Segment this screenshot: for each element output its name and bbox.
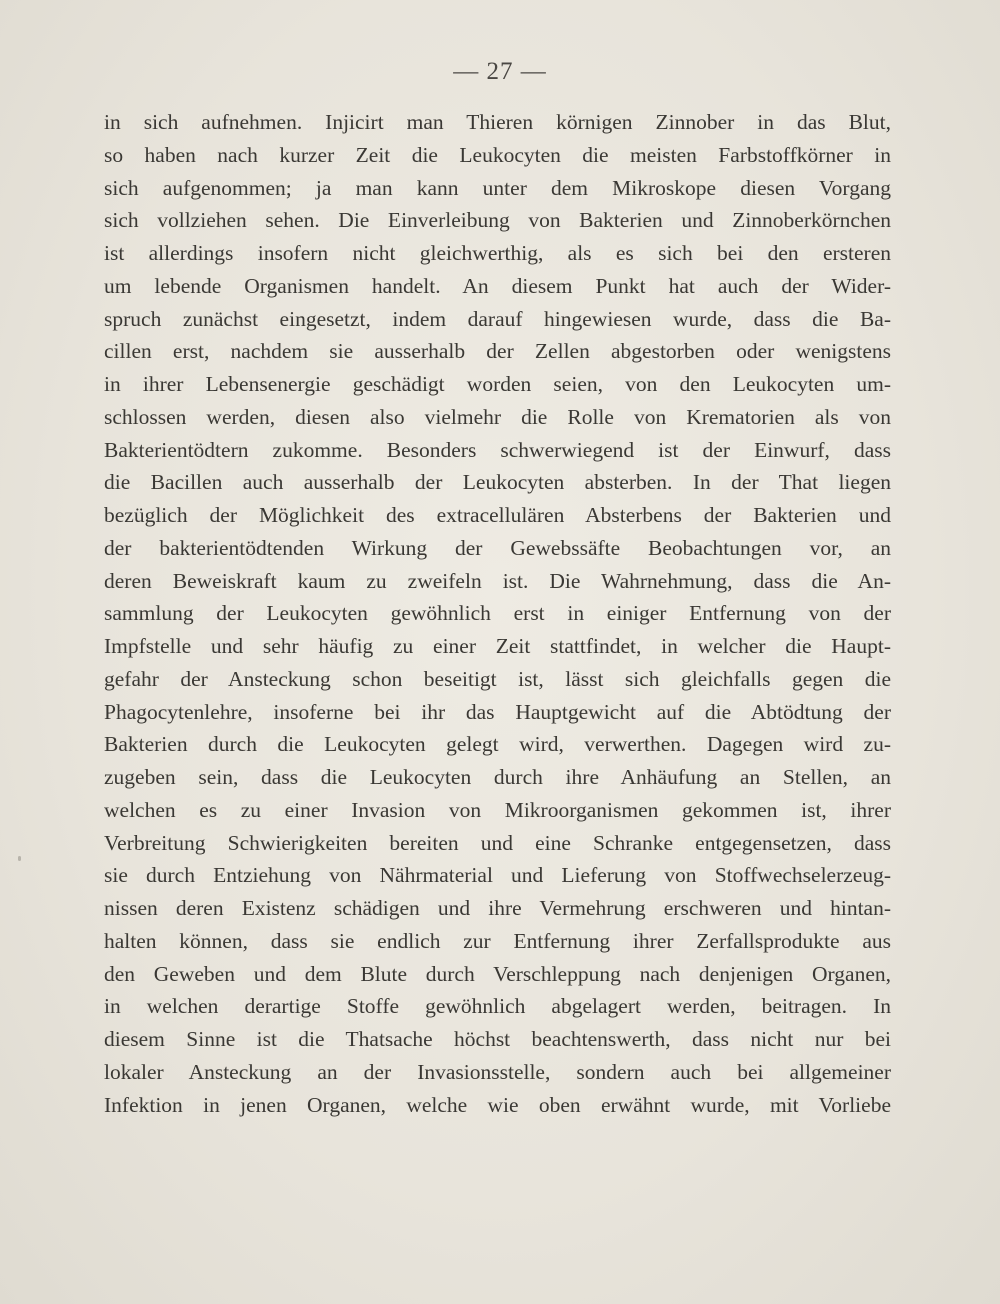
text-line: Bakterien durch die Leukocyten gelegt wird, verwerthen. Dagegen wird zu- <box>104 732 891 757</box>
text-line: deren Beweiskraft kaum zu zweifeln ist. Die Wahrnehmung, dass die An- <box>104 568 891 593</box>
text-line: Bakterientödtern zukomme. Besonders schwerwiegend ist der Einwurf, dass <box>104 437 891 462</box>
text-line: Phagocytenlehre, insoferne bei ihr das Hauptgewicht auf die Abtödtung der <box>104 699 891 724</box>
text-line: diesem Sinne ist die Thatsache höchst beachtenswerth, dass nicht nur bei <box>104 1027 891 1051</box>
text-line: gefahr der Ansteckung schon beseitigt ist, lässt sich gleichfalls gegen die <box>104 666 891 691</box>
text-line: lokaler Ansteckung an der Invasionsstelle, sondern auch bei allgemeiner <box>104 1059 891 1084</box>
text-line: cillen erst, nachdem sie ausserhalb der Zellen abgestorben oder wenigstens <box>104 339 891 364</box>
text-line: spruch zunächst eingesetzt, indem darauf hingewiesen wurde, dass die Ba- <box>104 306 891 331</box>
text-line: Infektion in jenen Organen, welche wie oben erwähnt wurde, mit Vorliebe <box>104 1092 891 1117</box>
paper-speck <box>18 856 21 861</box>
text-line: in ihrer Lebensenergie geschädigt worden seien, von den Leukocyten um- <box>104 372 891 396</box>
text-line: den Geweben und dem Blute durch Verschleppung nach denjenigen Organen, <box>104 961 891 986</box>
text-line: so haben nach kurzer Zeit die Leukocyten die meisten Farbstoffkörner in <box>104 142 891 167</box>
body-text <box>104 106 891 1121</box>
text-line: welchen es zu einer Invasion von Mikroorganismen gekommen ist, ihrer <box>104 797 891 822</box>
text-line: sich aufgenommen; ja man kann unter dem Mikroskope diesen Vorgang <box>104 175 891 200</box>
page-number: — 27 — <box>453 58 547 85</box>
text-line: um lebende Organismen handelt. An diesem Punkt hat auch der Wider- <box>104 273 891 298</box>
text-line: ist allerdings insofern nicht gleichwerthig, als es sich bei den ersteren <box>104 241 891 265</box>
text-line: Verbreitung Schwierigkeiten bereiten und eine Schranke entgegensetzen, dass <box>104 830 891 855</box>
text-line: nissen deren Existenz schädigen und ihre Vermehrung erschweren und hintan- <box>104 896 891 920</box>
text-line: der bakterientödtenden Wirkung der Gewebssäfte Beobachtungen vor, an <box>104 535 891 560</box>
text-line: in sich aufnehmen. Injicirt man Thieren körnigen Zinnober in das Blut, <box>104 110 891 134</box>
text-line: in welchen derartige Stoffe gewöhnlich abgelagert werden, beitragen. In <box>104 994 891 1019</box>
text-line: schlossen werden, diesen also vielmehr die Rolle von Krematorien als von <box>104 404 891 429</box>
text-line: sie durch Entziehung von Nährmaterial und Lieferung von Stoffwechselerzeug- <box>104 863 891 888</box>
text-line: bezüglich der Möglichkeit des extracellulären Absterbens der Bakterien und <box>104 503 891 527</box>
text-line: Impfstelle und sehr häufig zu einer Zeit stattfindet, in welcher die Haupt- <box>104 634 891 658</box>
text-line: zugeben sein, dass die Leukocyten durch ihre Anhäufung an Stellen, an <box>104 765 891 789</box>
text-line: halten können, dass sie endlich zur Entfernung ihrer Zerfallsprodukte aus <box>104 928 891 953</box>
text-line: sich vollziehen sehen. Die Einverleibung von Bakterien und Zinnoberkörnchen <box>104 208 891 233</box>
text-line: die Bacillen auch ausserhalb der Leukocyten absterben. In der That liegen <box>104 470 891 495</box>
text-line: sammlung der Leukocyten gewöhnlich erst in einiger Entfernung von der <box>104 601 891 626</box>
